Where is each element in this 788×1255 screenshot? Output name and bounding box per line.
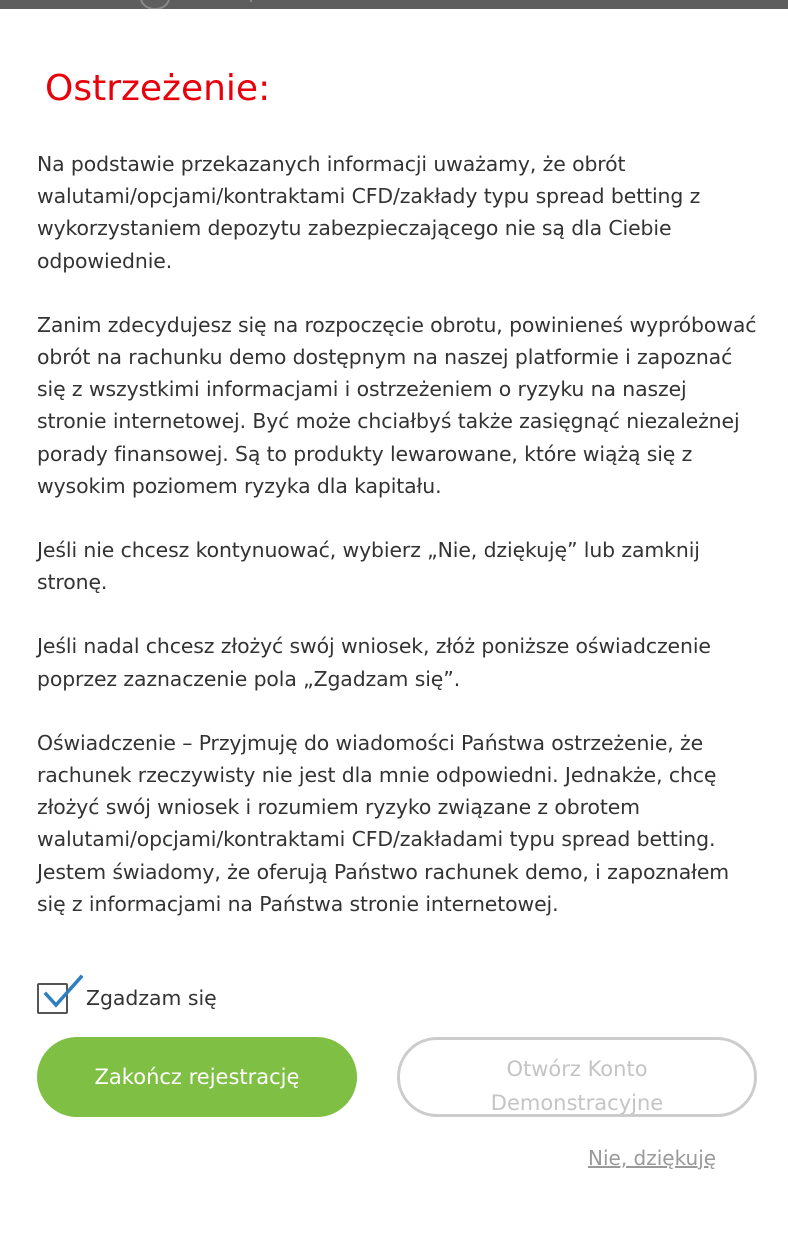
warning-paragraph-declaration: Oświadczenie – Przyjmuję do wiadomości Państwa ostrzeżenie, że rachunek rzeczywisty nie jest dla mnie odpowiedni. Jednakże, chcę złożyć swój wniosek i rozumiem ryzyko związane z obrotem walutami/opcjami/kontraktami CFD/zakładami typu spread betting. Jestem świadomy, że oferują Państwo rachunek demo, i zapoznałem się z informacjami na Państwa stronie internetowej.	[37, 730, 730, 916]
warning-paragraph-demo-advice: Zanim zdecydujesz się na rozpoczęcie obrotu, powinieneś wypróbować obrót na rachunku demo dostępnym na naszej platformie i zapoznać się z wszystkimi informacjami i ostrzeżeniem o ryzyku na naszej stronie internetowej. Być może chciałbyś także zasięgnąć niezależnej porady finansowej. Są to produkty lewarowane, które wiążą się z wysokim poziomem ryzyka dla kapitału.	[37, 312, 757, 498]
toolbar-circle-icon	[140, 0, 170, 9]
warning-paragraph-consent-info: Jeśli nadal chcesz złożyć swój wniosek, złóż poniższe oświadczenie poprzez zaznaczenie pola „Zgadzam się”.	[37, 634, 711, 691]
consent-checkbox[interactable]	[37, 983, 68, 1014]
finish-registration-button[interactable]: Zakończ rejestrację	[37, 1037, 357, 1117]
toolbar-glyph-icon	[250, 0, 257, 2]
checkmark-icon	[41, 975, 83, 1013]
warning-content	[37, 148, 762, 952]
warning-title: Ostrzeżenie:	[45, 68, 271, 109]
consent-label: Zgadzam się	[86, 986, 217, 1010]
top-toolbar-edge	[0, 0, 788, 9]
open-demo-account-button[interactable]: Otwórz Konto Demonstracyjne	[397, 1037, 757, 1117]
warning-paragraph-decline-info: Jeśli nie chcesz kontynuować, wybierz „Nie, dziękuję” lub zamknij stronę.	[37, 538, 700, 595]
decline-link[interactable]: Nie, dziękuję	[588, 1146, 717, 1170]
consent-checkbox-row[interactable]	[37, 980, 217, 1016]
warning-paragraph-unsuitable: Na podstawie przekazanych informacji uważamy, że obrót walutami/opcjami/kontraktami CFD/zakłady typu spread betting z wykorzystaniem depozytu zabezpieczającego nie są dla Ciebie odpowiednie.	[37, 152, 701, 273]
